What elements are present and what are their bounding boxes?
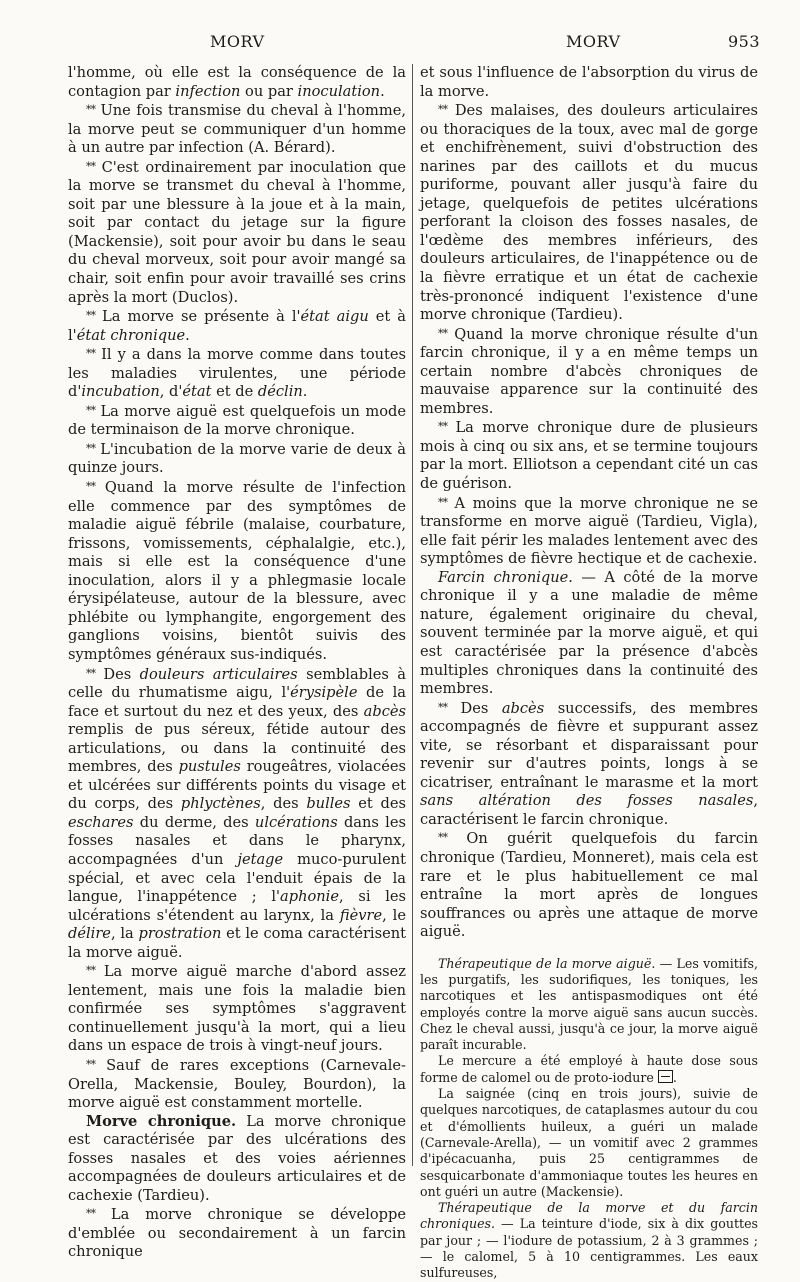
italic-term: aphonie bbox=[280, 888, 339, 906]
asterism-mark: ** bbox=[438, 700, 447, 714]
asterism-mark: ** bbox=[86, 1057, 95, 1071]
italic-term: délire bbox=[68, 925, 111, 943]
text-run: . bbox=[380, 82, 385, 100]
text-run: semblables à celle du rhumatisme aigu, l' bbox=[68, 665, 406, 702]
asterism-mark: ** bbox=[438, 420, 447, 434]
right-column-main-text bbox=[420, 64, 758, 942]
text-run: et de bbox=[211, 383, 258, 401]
asterism-mark: ** bbox=[86, 103, 95, 117]
text-run: , le bbox=[382, 906, 406, 924]
text-run: — A côté de la morve chronique il y a une maladie de même nature, également originaire du cheval, souvent terminée par la morve aiguë, et qui est caractérisée par la présence d'abcès multiples chroniques dans la continuité des membres. bbox=[420, 568, 758, 698]
paragraph bbox=[420, 64, 758, 101]
paragraph bbox=[420, 325, 758, 419]
italic-term: fièvre bbox=[339, 906, 383, 924]
italic-term: Thérapeutique de la morve et du farcin chroniques. bbox=[420, 1200, 758, 1232]
paragraph bbox=[420, 829, 758, 941]
asterism-mark: ** bbox=[86, 1207, 95, 1221]
paragraph bbox=[68, 64, 406, 101]
text-run: , caractérisent le farcin chronique. bbox=[420, 792, 758, 828]
paragraph bbox=[420, 101, 758, 325]
text-run: Une fois transmise du cheval à l'homme, la morve peut se communiquer d'un homme à un autre par infection (A. Bérard). bbox=[68, 102, 406, 157]
text-run: Le mercure a été employé à haute dose sous forme de calomel ou de proto-iodure bbox=[420, 1053, 758, 1085]
paragraph bbox=[420, 1200, 758, 1281]
asterism-mark: ** bbox=[86, 347, 95, 361]
paragraph bbox=[68, 478, 406, 664]
text-run: Des malaises, des douleurs articulaires ou thoraciques de la toux, avec mal de gorge et enchifrènement, suivi d'obstruction des narines par des caillots et du mucus puriforme, pouvant aller jusqu'à faire du jetage, quelquefois de petites ulcérations perforant la cloison des fosses nasales, de l'œdème des membres inférieurs, des douleurs articulaires, de l'inappétence ou de la fièvre erratique et un état de cachexie très-prononcé indiquent l'existence d'une morve chronique (Tardieu). bbox=[420, 102, 758, 324]
paragraph bbox=[68, 1113, 406, 1206]
text-run: ou par bbox=[240, 82, 298, 100]
asterism-mark: ** bbox=[86, 159, 95, 173]
italic-term: déclin bbox=[257, 383, 303, 401]
asterism-mark: ** bbox=[438, 495, 447, 509]
paragraph bbox=[420, 494, 758, 569]
right-column bbox=[420, 64, 758, 1282]
text-run: — La teinture d'iode, six à dix gouttes par jour ; — l'iodure de potassium, 2 à 3 grammes ; — le calomel, 5 à 10 centigrammes. Les eaux sulfureuses, bbox=[420, 1216, 758, 1281]
text-run: . bbox=[672, 1069, 677, 1085]
text-run: Sauf de rares exceptions (Carnevale-Orella, Mackensie, Bouley, Bourdon), la morve aiguë est constamment mortelle. bbox=[68, 1056, 406, 1112]
text-run: l'homme, où elle est la conséquence de la contagion par bbox=[68, 64, 406, 100]
italic-term: état chronique bbox=[76, 326, 186, 344]
text-run: , des bbox=[260, 795, 307, 813]
text-run: et sous l'influence de l'absorption du virus de la morve. bbox=[420, 64, 758, 100]
text-run: . bbox=[302, 383, 308, 401]
text-run: L'incubation de la morve varie de deux à quinze jours. bbox=[68, 440, 406, 477]
asterism-mark: ** bbox=[86, 666, 95, 680]
text-run: La saignée (cinq en trois jours), suivie de quelques narcotiques, de cataplasmes autour du cou et d'émollients huileux, a guéri un malade (Carnevale-Arella), — un vomitif avec 2 grammes d'ipécacuanha, puis 25 centigrammes de sesquicarbonate d'ammoniaque toutes les heures en ont guéri un autre (Mackensie). bbox=[420, 1086, 758, 1199]
italic-term: état aigu bbox=[300, 308, 369, 326]
text-run: , d' bbox=[159, 383, 183, 401]
paragraph bbox=[68, 402, 406, 440]
paragraph bbox=[68, 101, 406, 158]
italic-term: eschares bbox=[68, 813, 134, 831]
paragraph bbox=[68, 440, 406, 478]
paragraph bbox=[68, 158, 406, 307]
italic-term: pustules bbox=[178, 758, 241, 776]
paragraph bbox=[420, 956, 758, 1054]
text-run: La morve chronique dure de plusieurs mois à cinq ou six ans, et se termine toujours par la mort. Elliotson a cependant cité un cas de guérison. bbox=[420, 419, 758, 493]
paragraph bbox=[420, 569, 758, 699]
left-column bbox=[68, 64, 406, 1262]
text-run: — Les vomitifs, les purgatifs, les sudorifiques, les toniques, les narcotiques et les antispasmodiques ont été employés contre la morve aiguë sans aucun succès. Chez le cheval aussi, jusqu'à ce jour, la morve aiguë paraît incurable. bbox=[420, 955, 758, 1053]
section-heading: Morve chronique. bbox=[86, 1112, 237, 1130]
italic-term: abcès bbox=[501, 699, 545, 717]
column-divider bbox=[412, 64, 413, 1166]
text-run: La morve aiguë est quelquefois un mode de terminaison de la morve chronique. bbox=[68, 402, 406, 439]
asterism-mark: ** bbox=[438, 103, 447, 117]
page-number: 953 bbox=[728, 32, 761, 51]
paragraph bbox=[68, 307, 406, 345]
text-run: C'est ordinairement par inoculation que la morve se transmet du cheval à l'homme, soit par une blessure à la joue et à la main, soit par contact du jetage sur la figure (Mackensie), soit pour avoir bu dans le seau du cheval morveux, soit pour avoir mangé sa chair, soit enfin pour avoir travaillé ses crins après la mort (Duclos). bbox=[68, 158, 406, 306]
text-run: rougeâtres, violacées et ulcérées sur différents points du visage et du corps, des bbox=[68, 758, 406, 813]
asterism-mark: ** bbox=[86, 403, 95, 417]
paragraph bbox=[68, 345, 406, 402]
italic-term: jetage bbox=[237, 850, 284, 868]
text-run: dans les fosses nasales et dans le pharynx, accompagnées d'un bbox=[68, 813, 406, 868]
text-run: Quand la morve chronique résulte d'un farcin chronique, il y a en même temps un certain nombre d'abcès chroniques de mauvaise apparence sur la continuité des membres. bbox=[420, 325, 758, 417]
text-run: , la bbox=[110, 925, 139, 943]
italic-term: incubation bbox=[81, 383, 160, 401]
text-run: de la face et surtout du nez et des yeux, des bbox=[68, 684, 406, 720]
text-run: et des bbox=[350, 795, 406, 813]
text-run: A moins que la morve chronique ne se transforme en morve aiguë (Tardieu, Vigla), elle fait périr les malades lentement avec des symptômes de fièvre hectique et de cachexie. bbox=[420, 494, 758, 568]
paragraph bbox=[68, 665, 406, 963]
running-header bbox=[0, 32, 800, 60]
text-run: muco-purulent spécial, et avec cela l'enduit épais de la langue, l'inappétence ; l' bbox=[68, 850, 406, 906]
italic-term: inoculation bbox=[297, 82, 381, 100]
italic-term: sans altération des fosses nasales bbox=[420, 792, 754, 810]
text-run: La morve se présente à l' bbox=[95, 308, 301, 326]
italic-term: phlyctènes bbox=[180, 795, 261, 813]
paragraph bbox=[68, 962, 406, 1056]
paragraph bbox=[68, 1056, 406, 1113]
asterism-mark: ** bbox=[86, 441, 95, 455]
asterism-mark: ** bbox=[86, 309, 95, 323]
paragraph bbox=[420, 699, 758, 830]
italic-term: Thérapeutique de la morve aiguë. bbox=[438, 955, 656, 971]
italic-term: Farcin chronique. bbox=[438, 568, 573, 586]
text-run: et le coma caractérisent la morve aiguë. bbox=[68, 925, 406, 961]
asterism-mark: ** bbox=[86, 480, 95, 494]
text-run: La morve aiguë marche d'abord assez lentement, mais une fois la maladie bien confirmée ses symptômes s'aggravent continuellement jusqu'à la mort, qui a lieu dans un espace de trois à vingt-neuf jours. bbox=[68, 963, 406, 1055]
paragraph bbox=[420, 1086, 758, 1200]
italic-term: bulles bbox=[306, 795, 351, 813]
text-run: et à l' bbox=[68, 308, 406, 344]
italic-term: abcès bbox=[363, 702, 406, 720]
text-run: du derme, des bbox=[133, 813, 255, 831]
text-run: Des bbox=[447, 699, 502, 717]
header-left-word: MORV bbox=[210, 32, 265, 51]
poison-symbol-icon bbox=[658, 1070, 673, 1083]
paragraph bbox=[420, 1053, 758, 1086]
italic-term: prostration bbox=[138, 925, 222, 943]
text-run: remplis de pus séreux, fétide autour des articulations, ou dans la continuité des membres, des bbox=[68, 721, 406, 776]
text-run: Des bbox=[95, 665, 140, 683]
paragraph bbox=[68, 1205, 406, 1262]
text-run: , si les ulcérations s'étendent au larynx, la bbox=[68, 888, 406, 924]
asterism-mark: ** bbox=[438, 326, 447, 340]
therapeutics-section bbox=[420, 956, 758, 1282]
text-run: successifs, des membres accompagnés de fièvre et suppurant assez vite, se résorbant et disparaissant pour revenir sur d'autres points, longs à se cicatriser, entraînant le marasme et la mort bbox=[420, 699, 758, 791]
italic-term: état bbox=[182, 383, 212, 401]
text-run: . bbox=[185, 326, 190, 344]
text-run: La morve chronique est caractérisée par des ulcérations des fosses nasales et des voies aériennes accompagnées de douleurs articulaires et de cachexie (Tardieu). bbox=[68, 1112, 406, 1204]
italic-term: érysipèle bbox=[290, 684, 358, 702]
header-right-word: MORV bbox=[566, 32, 621, 51]
italic-term: ulcérations bbox=[254, 813, 338, 831]
italic-term: infection bbox=[175, 82, 241, 100]
text-run: Il y a dans la morve comme dans toutes les maladies virulentes, une période d' bbox=[68, 346, 406, 401]
text-run: On guérit quelquefois du farcin chronique (Tardieu, Monneret), mais cela est rare et le plus habituellement ce mal entraîne la mort après de longues souffrances ou après une attaque de morve aiguë. bbox=[420, 830, 758, 941]
asterism-mark: ** bbox=[86, 964, 95, 978]
italic-term: douleurs articulaires bbox=[139, 665, 298, 683]
text-run: Quand la morve résulte de l'infection elle commence par des symptômes de maladie aiguë fébrile (malaise, courbature, frissons, vomissements, céphalalgie, etc.), mais si elle est la conséquence d'une inoculation, alors il y a phlegmasie locale érysipélateuse, autour de la blessure, avec phlébite ou lymphangite, engorgement des ganglions voisins, bientôt suivis des symptômes généraux sus-indiqués. bbox=[68, 479, 406, 663]
text-run: La morve chronique se développe d'emblée ou secondairement à un farcin chronique bbox=[68, 1206, 406, 1261]
asterism-mark: ** bbox=[438, 831, 447, 845]
paragraph bbox=[420, 418, 758, 493]
